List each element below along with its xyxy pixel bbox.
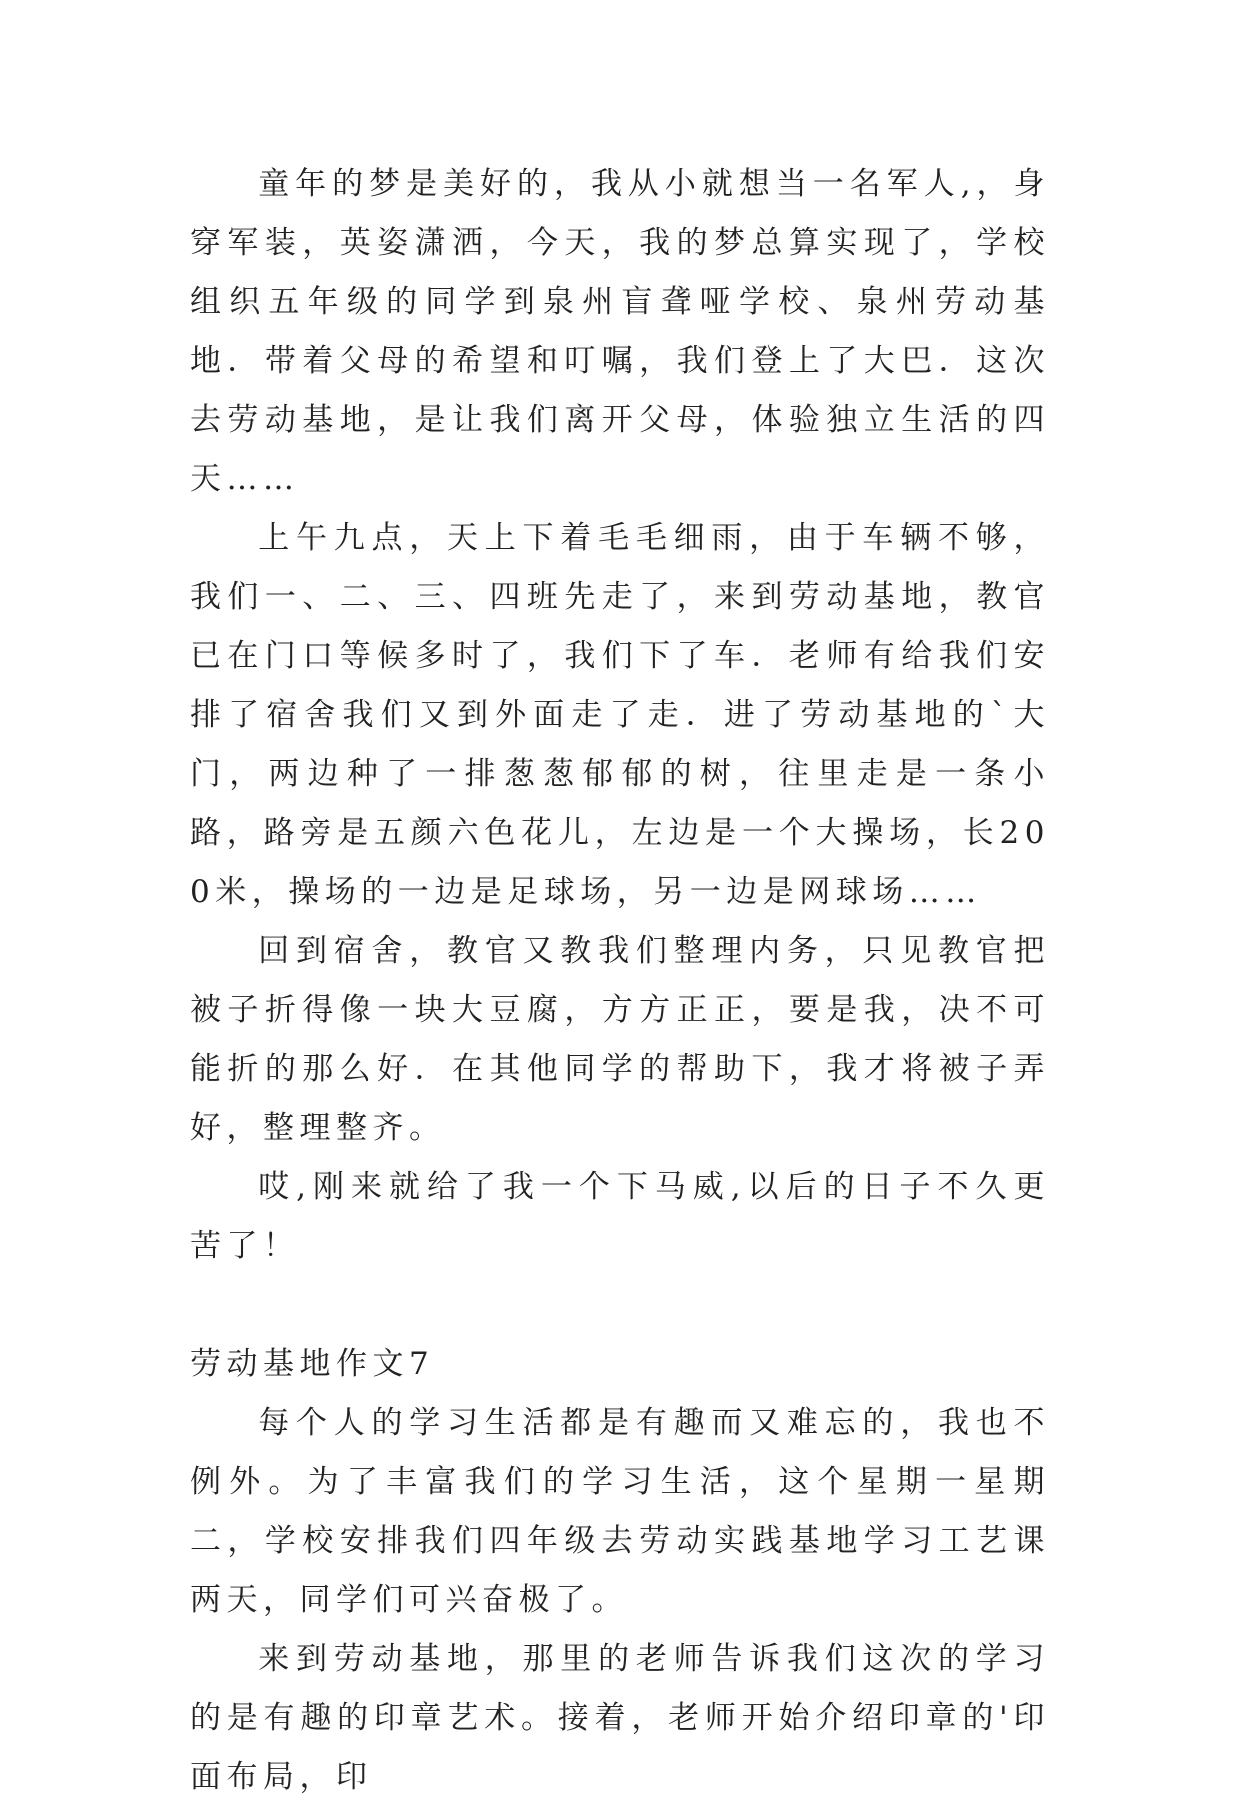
paragraph-arrival: 上午九点，天上下着毛毛细雨，由于车辆不够，我们一、二、三、四班先走了，来到劳动基地，教官已在门口等候多时了，我们下了车．老师有给我们安排了宿舍我们又到外面走了走．进了劳动基地的`大门，两边种了一排葱葱郁郁的树，往里走是一条小路，路旁是五颜六色花儿，左边是一个大操场，长200米，操场的一边是足球场，另一边是网球场…… [190,520,1050,910]
paragraph-dormitory: 回到宿舍，教官又教我们整理内务，只见教官把被子折得像一块大豆腐，方方正正，要是我，决不可能折的那么好．在其他同学的帮助下，我才将被子弄好，整理整齐。 [190,933,1050,1146]
paragraph-study-life: 每个人的学习生活都是有趣而又难忘的，我也不例外。为了丰富我们的学习生活，这个星期一星期二，学校安排我们四年级去劳动实践基地学习工艺课两天，同学们可兴奋极了。 [190,1405,1050,1618]
paragraph-childhood-dream: 童年的梦是美好的，我从小就想当一名军人,，身穿军装，英姿潇洒，今天，我的梦总算实现了，学校组织五年级的同学到泉州盲聋哑学校、泉州劳动基地．带着父母的希望和叮嘱，我们登上了大巴．这次去劳动基地，是让我们离开父母，体验独立生活的四天…… [190,166,1050,497]
paragraph-sigh: 哎,刚来就给了我一个下马威,以后的日子不久更苦了！ [190,1169,1050,1264]
paragraph-seal-art: 来到劳动基地，那里的老师告诉我们这次的学习的是有趣的印章艺术。接着，老师开始介绍印章的'印面布局，印 [190,1641,1050,1795]
section-spacer [190,1276,1050,1335]
document-body [190,155,1050,1807]
section-heading: 劳动基地作文7 [190,1346,435,1382]
